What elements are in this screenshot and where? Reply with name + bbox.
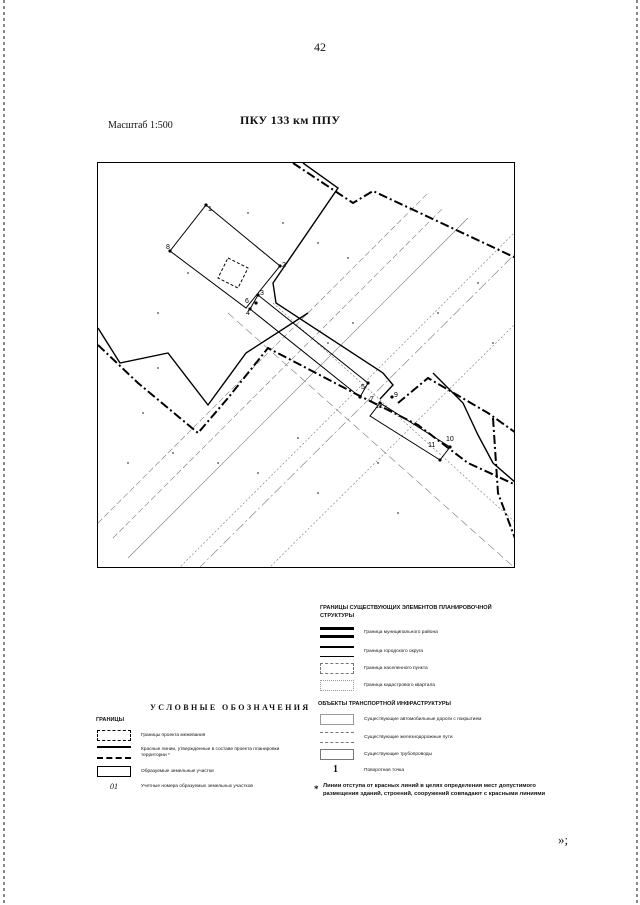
pipeline-swatch — [320, 749, 354, 760]
transport-heading: ОБЪЕКТЫ ТРАНСПОРТНОЙ ИНФРАСТРУКТУРЫ — [318, 701, 452, 707]
legend-item-municipal-boundary — [320, 627, 438, 638]
survey-map — [97, 162, 515, 568]
road-swatch — [320, 714, 354, 725]
legend-label: Существующие железнодорожные пути — [364, 734, 453, 740]
legend-label: Граница населенного пункта — [364, 665, 428, 671]
point-label: 1 — [208, 206, 212, 213]
legend-label: Граница кадастрового квартала — [364, 682, 435, 688]
survey-dots — [127, 212, 494, 514]
point-legend-label: Поворотная точка — [364, 768, 405, 773]
existing-objects — [98, 163, 515, 483]
footnote-mark: * — [314, 784, 319, 794]
legend-item-roads — [320, 714, 481, 725]
parcel-number-sample: 01 — [110, 782, 118, 791]
map-drawing — [98, 163, 515, 568]
point-labels — [166, 206, 454, 449]
point-label: 12 — [375, 403, 383, 410]
boundaries-heading: ГРАНИЦЫ — [96, 717, 125, 723]
page-number: 42 — [314, 40, 326, 54]
legend-label: Граница городского округа — [364, 648, 424, 654]
existing-heading: ГРАНИЦЫ СУЩЕСТВУЮЩИХ ЭЛЕМЕНТОВ ПЛАНИРОВОЧНОЙ СТРУКТУРЫ — [320, 605, 492, 619]
legend-item-city-boundary — [320, 646, 423, 657]
point-label: 5 — [361, 384, 365, 391]
point-label: 11 — [428, 442, 436, 449]
legend-label: Образуемые земельные участки — [141, 768, 214, 774]
road-lines — [98, 193, 515, 568]
scan-edge-left — [3, 0, 5, 905]
point-label: 2 — [282, 262, 286, 269]
legend-item-pipelines — [320, 749, 432, 760]
legend-item-cadastral-boundary — [320, 680, 435, 691]
dash-dot-boundaries — [98, 163, 515, 541]
railway-swatch — [320, 732, 354, 743]
formed-parcels-swatch — [97, 766, 131, 777]
legend-label: Учетные номера образуемых земельных участков — [141, 783, 253, 789]
legend-item-survey-boundary — [97, 730, 205, 741]
red-lines-swatch — [97, 746, 131, 759]
footnote-text: Линии отступа от красных линий в целях определения мест допустимого размещения зданий, строений, сооружений совпадают с красными линиями — [323, 783, 546, 797]
point-label: 4 — [246, 310, 250, 317]
cadastral-boundary-swatch — [320, 680, 354, 691]
point-label: 8 — [166, 244, 170, 251]
point-label: 6 — [245, 298, 249, 305]
legend-label: Существующие автомобильные дороги с покрытием — [364, 716, 482, 722]
legend-label: Существующие трубопроводы — [364, 751, 432, 757]
legend-label: Красные линии, утвержденные в составе проекта планировки территории * — [141, 746, 280, 758]
legend-item-red-lines — [97, 746, 281, 759]
point-sample: 1 — [333, 764, 338, 775]
legend-label: Граница муниципального района — [364, 629, 438, 635]
point-label: 7 — [370, 396, 374, 403]
point-label: 10 — [446, 436, 454, 443]
point-label: 3 — [260, 290, 264, 297]
legend-item-parcel-numbers — [97, 781, 281, 792]
legend-label: Границы проекта межевания — [141, 732, 206, 738]
map-title: ПКУ 133 км ППУ — [240, 113, 341, 127]
legend-item-formed-parcels — [97, 766, 214, 777]
map-scale: Масштаб 1:500 — [108, 120, 173, 131]
legend-item-settlement-boundary — [320, 663, 428, 674]
legend-title: УСЛОВНЫЕ ОБОЗНАЧЕНИЯ — [150, 703, 311, 712]
survey-boundary-swatch — [97, 730, 131, 741]
legend-item-railway — [320, 732, 453, 743]
point-label: 9 — [394, 392, 398, 399]
city-boundary-swatch — [320, 646, 354, 657]
settlement-boundary-swatch — [320, 663, 354, 674]
municipal-boundary-swatch — [320, 627, 354, 638]
scan-edge-right — [636, 0, 638, 905]
closing-quote: »; — [558, 832, 569, 847]
